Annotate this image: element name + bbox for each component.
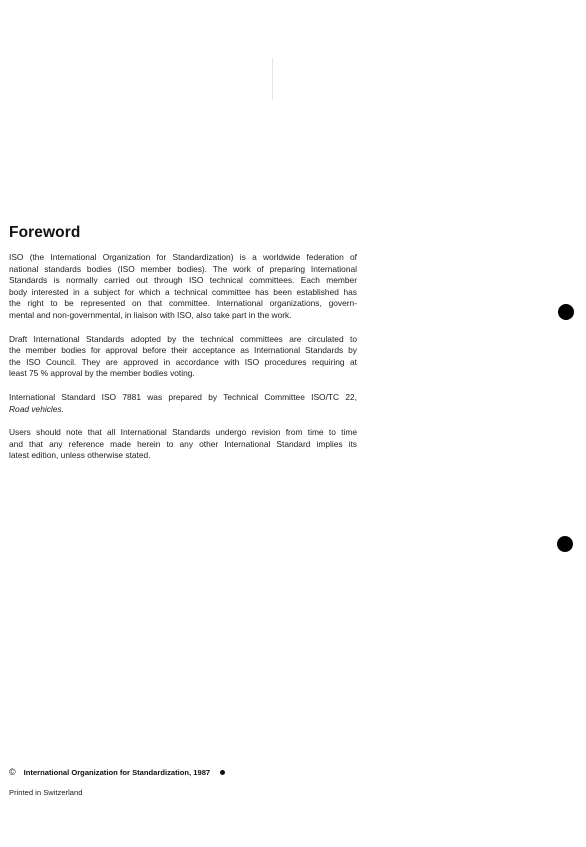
text-line: Draft International Standards adopted by the technical committees are circulated to <box>9 333 357 344</box>
bullet-icon <box>220 770 225 775</box>
text-line: the member bodies for approval before their acceptance as International Standards by <box>9 345 357 356</box>
foreword-body <box>9 252 357 474</box>
text-line: national standards bodies (ISO member bodies). The work of preparing International <box>9 263 357 274</box>
text-line: the right to be represented on that committee. International organizations, govern- <box>9 298 357 309</box>
foreword-heading: Foreword <box>9 224 81 241</box>
text-line: mental and non-governmental, in liaison with ISO, also take part in the work. <box>9 309 292 320</box>
foreword-paragraph-3 <box>9 392 357 415</box>
scan-artifact-line <box>272 58 273 100</box>
text-line: the ISO Council. They are approved in accordance with ISO procedures requiring at <box>9 356 357 367</box>
text-line: Users should note that all International Standards undergo revision from time to time <box>9 427 357 438</box>
text-line: ISO (the International Organization for Standardization) is a worldwide federation of <box>9 252 357 262</box>
text-line: latest edition, unless otherwise stated. <box>9 450 151 461</box>
foreword-paragraph-2 <box>9 334 357 380</box>
text-line: body interested in a subject for which a technical committee has been established has <box>9 286 357 297</box>
foreword-paragraph-4 <box>9 427 357 462</box>
text-line: Standards is normally carried out through ISO technical committees. Each member <box>9 275 357 286</box>
copyright-text: International Organization for Standardization, 1987 <box>23 767 211 777</box>
text-line: and that any reference made herein to any other International Standard implies its <box>9 438 357 449</box>
text-line: least 75 % approval by the member bodies voting. <box>9 368 195 379</box>
copyright-line <box>9 767 225 777</box>
text-line: International Standard ISO 7881 was prepared by Technical Committee ISO/TC 22, <box>9 391 357 402</box>
punch-hole-bottom <box>557 536 573 552</box>
committee-title: Road vehicles. <box>9 403 64 414</box>
copyright-symbol: © <box>9 767 16 777</box>
printed-in: Printed in Switzerland <box>9 788 83 797</box>
foreword-paragraph-1 <box>9 252 357 322</box>
punch-hole-top <box>558 304 574 320</box>
